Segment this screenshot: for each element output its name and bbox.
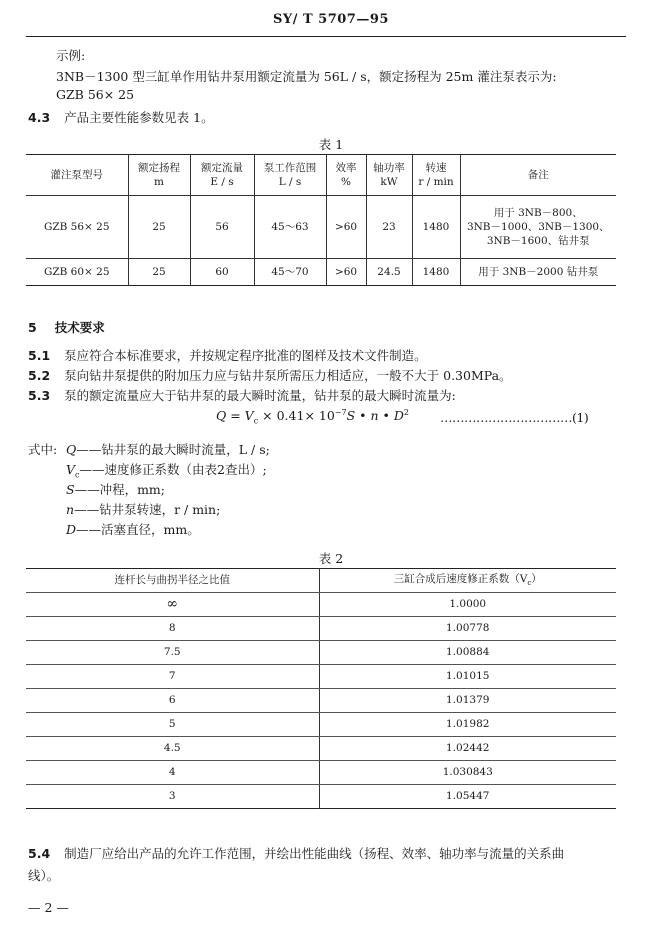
table-1-caption: 表 1 bbox=[318, 137, 344, 152]
table-row bbox=[26, 617, 616, 641]
t1-cell-note: 用于 3NB－800、 3NB－1000、3NB－1300、 3NB－1600、钻井泵 bbox=[460, 196, 616, 259]
clause-text: 产品主要性能参数见表 1。 bbox=[64, 110, 214, 125]
table-1-header-row bbox=[26, 155, 616, 196]
t2-cell-ratio: 7.5 bbox=[26, 641, 319, 665]
clause-number: 5.3 bbox=[28, 388, 51, 403]
table-row bbox=[26, 761, 616, 785]
t2-cell-coef: 1.05447 bbox=[319, 785, 616, 809]
definition-item: Q——钻井泵的最大瞬时流量，L / s; bbox=[66, 442, 270, 457]
definition-item: S——冲程，mm; bbox=[66, 482, 165, 497]
t1-cell-note: 用于 3NB－2000 钻井泵 bbox=[460, 259, 616, 286]
table-1 bbox=[26, 154, 616, 286]
t1-cell-power: 23 bbox=[366, 196, 412, 259]
table-row bbox=[26, 593, 616, 617]
t2-cell-ratio: 4.5 bbox=[26, 737, 319, 761]
t2-cell-ratio: ∞ bbox=[26, 593, 319, 617]
clause-5-4 bbox=[28, 844, 564, 862]
clause-number: 5.2 bbox=[28, 368, 51, 383]
table-2-caption: 表 2 bbox=[318, 551, 344, 566]
clause-5-2 bbox=[28, 366, 512, 384]
table-row bbox=[26, 689, 616, 713]
table-2-header-row bbox=[26, 569, 616, 593]
t2-cell-coef: 1.02442 bbox=[319, 737, 616, 761]
t1-cell-eff: >60 bbox=[326, 196, 366, 259]
clause-5-1 bbox=[28, 346, 427, 364]
table-row bbox=[26, 641, 616, 665]
t1-cell-range: 45～70 bbox=[254, 259, 326, 286]
t1-col-flow: 额定流量 E / s bbox=[190, 155, 254, 196]
t2-cell-ratio: 7 bbox=[26, 665, 319, 689]
t2-cell-coef: 1.030843 bbox=[319, 761, 616, 785]
t2-cell-ratio: 3 bbox=[26, 785, 319, 809]
section-number: 5 bbox=[28, 320, 37, 335]
t1-cell-power: 24.5 bbox=[366, 259, 412, 286]
formula: $Q = V_c \times 0.41\times 10^{-7}S$ • n • $D^2$ bbox=[216, 408, 410, 426]
clause-4-3 bbox=[28, 108, 214, 126]
t1-cell-speed: 1480 bbox=[412, 196, 460, 259]
clause-number: 5.1 bbox=[28, 348, 51, 363]
table-row bbox=[26, 665, 616, 689]
t1-col-model: 灌注泵型号 bbox=[26, 155, 128, 196]
t2-cell-ratio: 4 bbox=[26, 761, 319, 785]
clause-5-4-line-2: 线）。 bbox=[28, 868, 60, 883]
t1-col-eff: 效率 % bbox=[326, 155, 366, 196]
t2-cell-ratio: 6 bbox=[26, 689, 319, 713]
t2-cell-coef: 1.01982 bbox=[319, 713, 616, 737]
definition-item: n——钻井泵转速，r / min; bbox=[66, 502, 221, 517]
t1-cell-model: GZB 60× 25 bbox=[26, 259, 128, 286]
table-row bbox=[26, 713, 616, 737]
t1-cell-speed: 1480 bbox=[412, 259, 460, 286]
t2-cell-ratio: 5 bbox=[26, 713, 319, 737]
formula-number: ……………………………(1) bbox=[440, 410, 589, 425]
definition-item: $V_c——$速度修正系数（由表2查出）; bbox=[66, 462, 267, 480]
t2-col-coef: 三缸合成后速度修正系数$(V_c)$ bbox=[319, 569, 616, 593]
table-row bbox=[26, 785, 616, 809]
table-row bbox=[26, 196, 616, 259]
table-row bbox=[26, 259, 616, 286]
t1-col-speed: 转速 r / min bbox=[412, 155, 460, 196]
clause-text: 泵向钻井泵提供的附加压力应与钻井泵所需压力相适应，一般不大于 0.30MPa。 bbox=[64, 368, 512, 383]
t1-cell-flow: 56 bbox=[190, 196, 254, 259]
t1-cell-head: 25 bbox=[128, 196, 190, 259]
example-line-2: GZB 56× 25 bbox=[56, 87, 135, 102]
t2-cell-coef: 1.00778 bbox=[319, 617, 616, 641]
clause-text: 泵的额定流量应大于钻井泵的最大瞬时流量，钻井泵的最大瞬时流量为: bbox=[64, 388, 456, 403]
t1-cell-head: 25 bbox=[128, 259, 190, 286]
table-row bbox=[26, 737, 616, 761]
definition-item: D——活塞直径，mm。 bbox=[66, 522, 200, 537]
t2-cell-coef: 1.01015 bbox=[319, 665, 616, 689]
clause-number: 5.4 bbox=[28, 846, 51, 861]
section-title: 技术要求 bbox=[54, 320, 105, 335]
t2-col-ratio: 连杆长与曲拐半径之比值 bbox=[26, 569, 319, 593]
page-number: — 2 — bbox=[28, 900, 69, 915]
t1-col-power: 轴功率 kW bbox=[366, 155, 412, 196]
t1-col-head: 额定扬程 m bbox=[128, 155, 190, 196]
header-rule bbox=[26, 36, 626, 37]
section-5-heading bbox=[28, 318, 105, 336]
clause-5-3 bbox=[28, 386, 456, 404]
t2-cell-coef: 1.00884 bbox=[319, 641, 616, 665]
t2-cell-coef: 1.0000 bbox=[319, 593, 616, 617]
t1-cell-model: GZB 56× 25 bbox=[26, 196, 128, 259]
clause-number: 4.3 bbox=[28, 110, 51, 125]
clause-text: 制造厂应给出产品的允许工作范围，并绘出性能曲线（扬程、效率、轴功率与流量的关系曲 bbox=[64, 846, 565, 861]
t1-cell-eff: >60 bbox=[326, 259, 366, 286]
t2-cell-ratio: 8 bbox=[26, 617, 319, 641]
t1-col-note: 备注 bbox=[460, 155, 616, 196]
t1-cell-range: 45～63 bbox=[254, 196, 326, 259]
definitions-lead: 式中: bbox=[28, 442, 58, 457]
t2-cell-coef: 1.01379 bbox=[319, 689, 616, 713]
clause-text: 泵应符合本标准要求，并按规定程序批准的图样及技术文件制造。 bbox=[64, 348, 427, 363]
standard-number-header: SY/ T 5707—95 bbox=[273, 12, 389, 27]
example-label: 示例: bbox=[56, 48, 86, 63]
t1-col-range: 泵工作范围 L / s bbox=[254, 155, 326, 196]
t1-cell-flow: 60 bbox=[190, 259, 254, 286]
example-line-1: 3NB－1300 型三缸单作用钻井泵用额定流量为 56L / s，额定扬程为 25m 灌注泵表示为: bbox=[56, 69, 557, 84]
table-2 bbox=[26, 568, 616, 809]
